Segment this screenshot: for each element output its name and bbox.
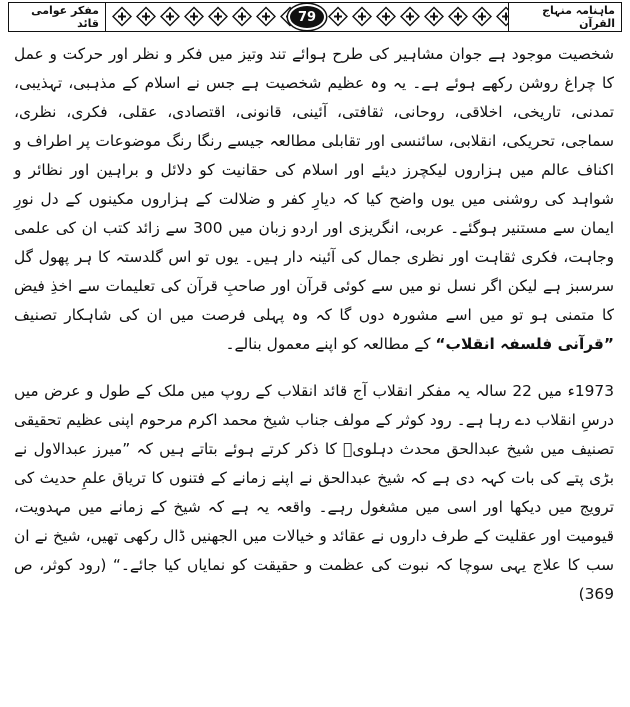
ornament-cross [166, 13, 174, 21]
ornament-cross [382, 13, 390, 21]
header-ornament-band [106, 3, 508, 31]
ornament-cross [262, 13, 270, 21]
paragraph-2-text: 1973ء میں 22 سالہ یہ مفکر انقلاب آج قائد انقلاب کے روپ میں ملک کے طول و عرض میں درسِ انقلاب دے رہا ہے۔ رود کوثر کے مولف جناب شیخ محمد اکرم مرحوم اپنی عظیم تحقیقی تصنیف میں شیخ عبدالحق محدث دہلویؒ کا ذکر کرتے ہوئے بتاتے ہیں کہ ”میرز عبدالاول نے بڑی پتے کی بات کہہ دی ہے کہ شیخ عبدالحق نے اپنے زمانے کے فتنوں کا تریاق علمِ حدیث کی ترویج میں دیکھا اور اسی میں مشغول رہے۔ واقعہ یہ ہے کہ شیخ کے زمانے میں مہدویت، قیومیت اور عقلیت کے طرف داروں نے عقائد و خیالات میں الجھنیں ڈال رکھی تھیں، شیخ نے ان سب کا علاج یہی سوچا کہ نبوت کی عظمت و حقیقت کو نمایاں کیا جائے۔“ (رود کوثر، ص 369) [14, 382, 614, 603]
page-number-badge: 79 [288, 4, 326, 30]
ornament-cross [454, 13, 462, 21]
ornament-cross [358, 13, 366, 21]
paragraph-1-text-b: کے مطالعہ کو اپنے معمول بنالے۔ [225, 335, 436, 353]
ornament-cross [406, 13, 414, 21]
article-body [14, 40, 614, 617]
header-right-title: ماہنامہ منہاج القرآن [508, 3, 621, 31]
book-title-quote: ”قرآنی فلسفہ انقلاب“ [435, 335, 614, 353]
ornament-cross [190, 13, 198, 21]
ornament-cross [214, 13, 222, 21]
article-paragraph-1 [14, 40, 614, 359]
ornament-cross [118, 13, 126, 21]
article-paragraph-2 [14, 377, 614, 609]
ornament-cross [430, 13, 438, 21]
ornament-cross [502, 13, 508, 21]
ornament-cross [142, 13, 150, 21]
ornament-cross [478, 13, 486, 21]
ornament-cross [334, 13, 342, 21]
page-header [8, 2, 622, 32]
ornament-cross [238, 13, 246, 21]
header-left-title: مفکر عوامی قائد [9, 3, 106, 31]
paragraph-1-text-a: شخصیت موجود ہے جوان مشاہیر کی طرح ہوائے تند وتیز میں فکر و نظر اور حرکت و عمل کا چراغ روشن رکھے ہوئے ہے۔ یہ وہ عظیم شخصیت ہے جس نے اسلام کے مذہبی، تہذیبی، تمدنی، تاریخی، اخلاقی، روحانی، ثقافتی، آئینی، قانونی، اقتصادی، عقلی، فکری، نظری، سماجی، تحریکی، انقلابی، سائنسی اور تقابلی مطالعہ جیسے رنگا رنگ موضوعات پر اطراف و اکناف عالم میں ہزاروں لیکچرز دیئے اور اسلام کی حقانیت کو دلائل و براہین اور نظائر و شواہد کی روشنی میں یوں واضح کیا کہ دیارِ کفر و ضلالت کے ہزاروں مکینوں کے دل نورِ ایمان سے مستنیر ہوگئے۔ عربی، انگریزی اور اردو زبان میں 300 سے زائد کتب ان کی علمی وجاہت، فکری ثقاہت اور نظری جمال کی آئینہ دار ہیں۔ یوں تو اس گلدستہ کا ہر پھول گل سرسبز ہے لیکن اگر نسل نو میں سے کوئی قرآن اور صاحبِ قرآن کی تعلیمات سے اخذِ فیض کا متمنی ہو تو میں اسے مشورہ دوں گا کہ وہ پہلی فرصت میں ان کی شاہکار تصنیف [14, 45, 615, 324]
